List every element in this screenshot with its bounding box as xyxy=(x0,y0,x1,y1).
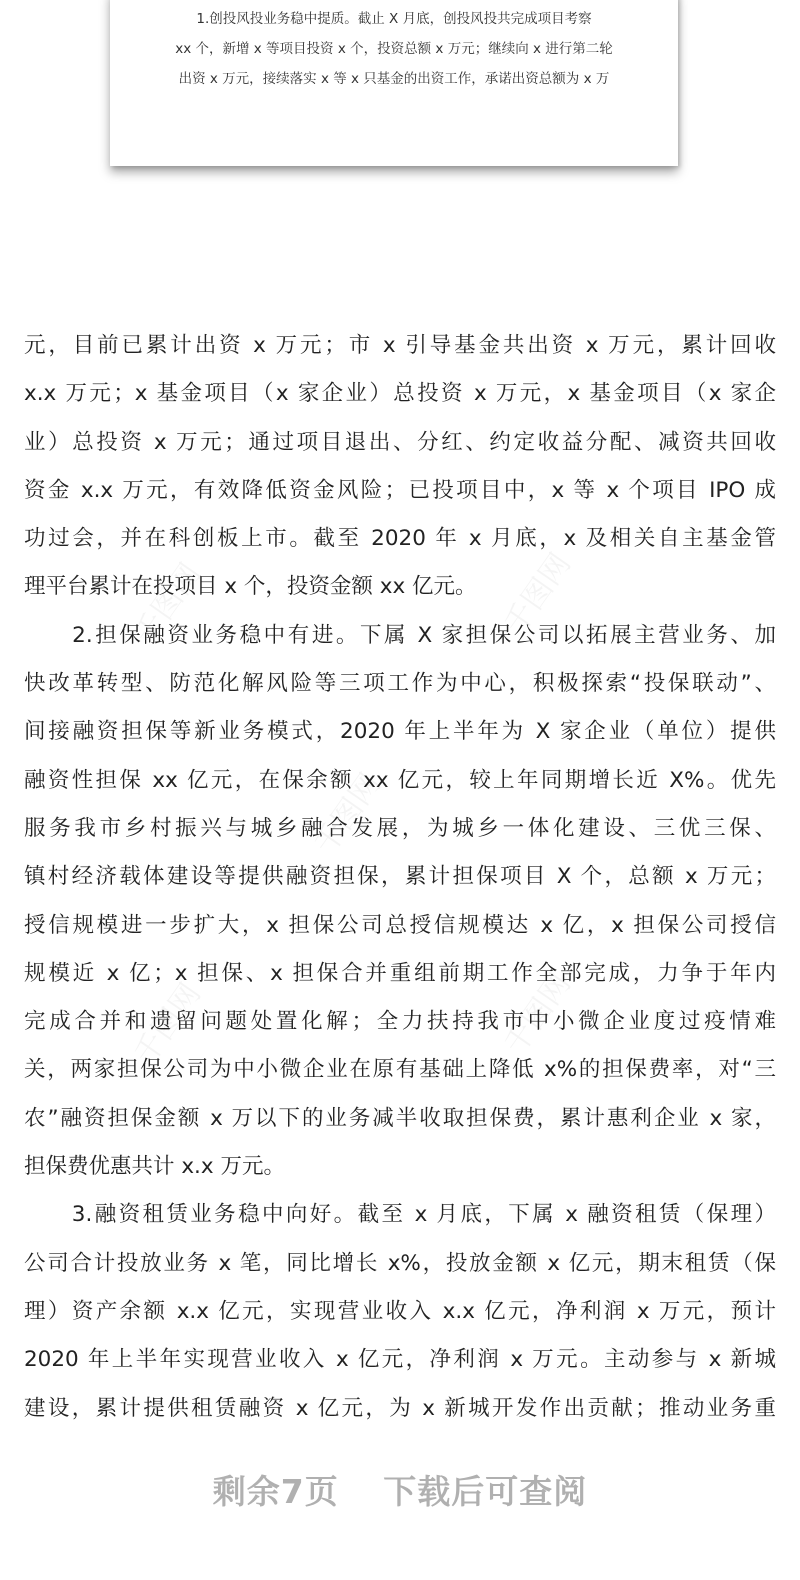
body-line: 授信规模进一步扩大，x 担保公司总授信规模达 x 亿，x 担保公司授信 xyxy=(24,912,776,938)
body-line: 功过会，并在科创板上市。截至 2020 年 x 月底，x 及相关自主基金管 xyxy=(24,526,776,552)
body-line: 镇村经济载体建设等提供融资担保，累计担保项目 X 个，总额 x 万元； xyxy=(24,864,776,890)
body-line: 公司合计投放业务 x 笔，同比增长 x%，投放金额 x 亿元，期末租赁（保 xyxy=(24,1250,776,1276)
body-line: 规模近 x 亿；x 担保、x 担保合并重组前期工作全部完成，力争于年内 xyxy=(24,960,776,986)
body-line: 理平台累计在投项目 x 个，投资金额 xx 亿元。 xyxy=(24,574,477,600)
body-line: 融资性担保 xx 亿元，在保余额 xx 亿元，较上年同期增长近 X%。优先 xyxy=(24,767,776,793)
body-line: 2.担保融资业务稳中有进。下属 X 家担保公司以拓展主营业务、加 xyxy=(24,622,776,648)
body-line: 理）资产余额 x.x 亿元，实现营业收入 x.x 亿元，净利润 x 万元，预计 xyxy=(24,1298,776,1324)
body-line: 服务我市乡村振兴与城乡融合发展，为城乡一体化建设、三优三保、 xyxy=(24,815,776,841)
body-line: 3.融资租赁业务稳中向好。截至 x 月底，下属 x 融资租赁（保理） xyxy=(24,1202,776,1228)
document-preview-card xyxy=(110,0,678,166)
download-prompt[interactable] xyxy=(0,1466,800,1513)
body-line: x.x 万元；x 基金项目（x 家企业）总投资 x 万元，x 基金项目（x 家企 xyxy=(24,381,776,407)
body-line: 2020 年上半年实现营业收入 x 亿元，净利润 x 万元。主动参与 x 新城 xyxy=(24,1347,776,1373)
preview-line: xx 个，新增 x 等项目投资 x 个，投资总额 x 万元；继续向 x 进行第二轮 xyxy=(175,41,613,57)
document-body xyxy=(24,322,776,1433)
body-line: 完成合并和遗留问题处置化解；全力扶持我市中小微企业度过疫情难 xyxy=(24,1009,776,1035)
body-line: 快改革转型、防范化解风险等三项工作为中心，积极探索“投保联动”、 xyxy=(24,671,776,697)
body-line: 元，目前已累计出资 x 万元；市 x 引导基金共出资 x 万元，累计回收 xyxy=(24,333,776,358)
body-line: 业）总投资 x 万元；通过项目退出、分红、约定收益分配、减资共回收 xyxy=(24,429,776,455)
preview-line: 出资 x 万元，接续落实 x 等 x 只基金的出资工作，承诺出资总额为 x 万 xyxy=(178,71,610,87)
remaining-pages-label: 剩余7页 xyxy=(212,1472,339,1511)
body-line: 农”融资担保金额 x 万以下的业务减半收取担保费，累计惠利企业 x 家， xyxy=(24,1105,776,1131)
body-line: 间接融资担保等新业务模式，2020 年上半年为 X 家企业（单位）提供 xyxy=(24,719,776,745)
preview-line: 1.创投风投业务稳中提质。截止 X 月底，创投风投共完成项目考察 xyxy=(196,11,592,27)
body-line: 建设，累计提供租赁融资 x 亿元，为 x 新城开发作出贡献；推动业务重 xyxy=(24,1395,776,1421)
download-hint-label: 下载后可查阅 xyxy=(383,1472,588,1511)
body-line: 关，两家担保公司为中小微企业在原有基础上降低 x%的担保费率，对“三 xyxy=(24,1057,776,1083)
body-line: 担保费优惠共计 x.x 万元。 xyxy=(24,1154,285,1180)
body-line: 资金 x.x 万元，有效降低资金风险；已投项目中，x 等 x 个项目 IPO 成 xyxy=(24,477,776,503)
